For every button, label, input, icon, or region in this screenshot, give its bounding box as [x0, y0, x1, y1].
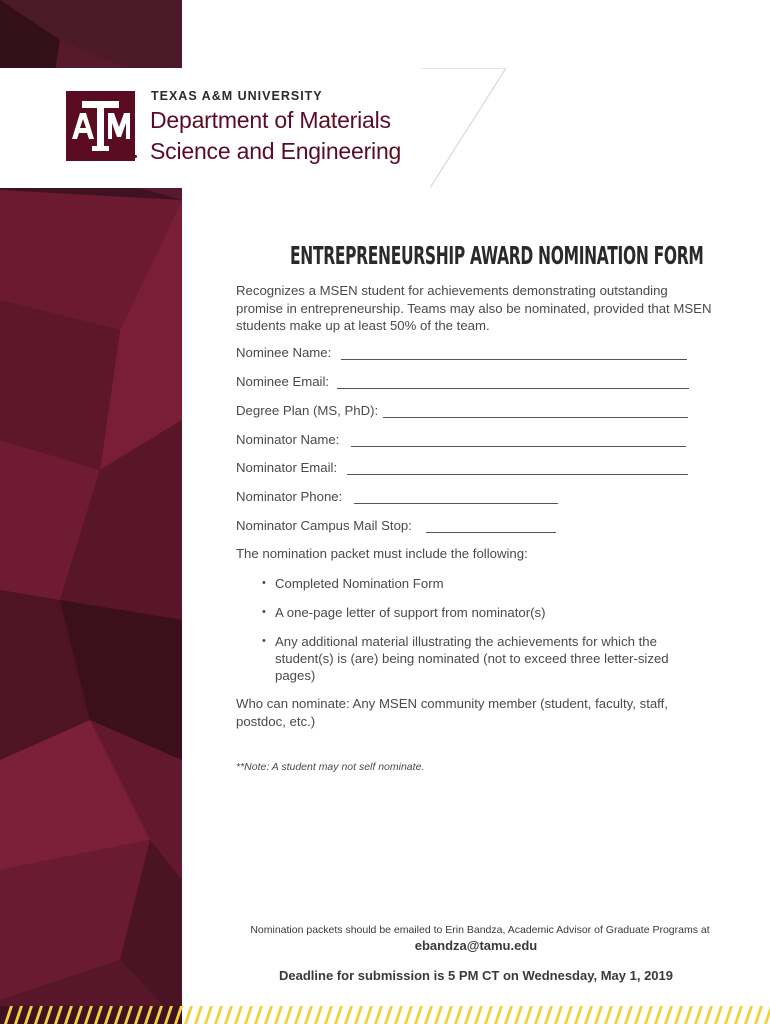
- list-item-text: A one-page letter of support from nominator(s): [275, 605, 546, 620]
- stripe-segment: [244, 1006, 253, 1024]
- stripe-segment: [674, 1006, 683, 1024]
- stripe-segment: [574, 1006, 583, 1024]
- list-item: [262, 575, 702, 592]
- packet-list: [262, 575, 702, 696]
- stripe-segment: [494, 1006, 503, 1024]
- stripe-segment: [194, 1006, 203, 1024]
- field-label-nominator-phone: Nominator Phone:: [236, 489, 343, 504]
- stripe-segment: [504, 1006, 513, 1024]
- stripe-segment: [554, 1006, 563, 1024]
- stripe-segment: [364, 1006, 373, 1024]
- stripe-segment: [714, 1006, 723, 1024]
- stripe-segment: [604, 1006, 613, 1024]
- stripe-segment: [534, 1006, 543, 1024]
- department-name-line2: Science and Engineering: [150, 138, 402, 164]
- stripe-segment: [724, 1006, 733, 1024]
- stripe-segment: [764, 1006, 770, 1024]
- field-label-degree-plan: Degree Plan (MS, PhD):: [236, 403, 379, 418]
- atm-logo-icon: [66, 91, 135, 161]
- packet-intro: The nomination packet must include the following:: [236, 546, 528, 561]
- stripe-segment: [664, 1006, 673, 1024]
- bullet-icon: •: [262, 606, 266, 618]
- stripe-segment: [284, 1006, 293, 1024]
- stripe-segment: [404, 1006, 413, 1024]
- logo-registered-dot: [134, 155, 137, 158]
- field-label-nominator-name: Nominator Name:: [236, 432, 340, 447]
- stripe-segment: [334, 1006, 343, 1024]
- stripe-segment: [634, 1006, 643, 1024]
- stripe-segment: [514, 1006, 523, 1024]
- self-nomination-note: **Note: A student may not self nominate.: [236, 761, 425, 773]
- stripe-segment: [694, 1006, 703, 1024]
- stripe-segment: [754, 1006, 763, 1024]
- field-label-nominator-email: Nominator Email:: [236, 460, 338, 475]
- field-label-nominator-mail-stop: Nominator Campus Mail Stop:: [236, 518, 412, 533]
- stripe-segment: [184, 1006, 193, 1024]
- contact-email-link[interactable]: ebandza@tamu.edu: [414, 938, 538, 953]
- stripe-segment: [374, 1006, 383, 1024]
- field-line-nominee-name[interactable]: [341, 359, 687, 360]
- stripe-segment: [544, 1006, 553, 1024]
- field-line-nominee-email[interactable]: [337, 388, 689, 389]
- deadline-text: Deadline for submission is 5 PM CT on Wednesday, May 1, 2019: [279, 968, 673, 983]
- field-label-nominee-email: Nominee Email:: [236, 374, 330, 389]
- stripe-segment: [264, 1006, 273, 1024]
- stripe-segment: [594, 1006, 603, 1024]
- stripe-segment: [704, 1006, 713, 1024]
- stripe-segment: [624, 1006, 633, 1024]
- stripe-segment: [324, 1006, 333, 1024]
- field-line-degree-plan[interactable]: [383, 417, 688, 418]
- stripe-segment: [314, 1006, 323, 1024]
- form-intro: Recognizes a MSEN student for achievements demonstrating outstanding promise in entrepreneurship. Teams may also be nominated, provided that MSEN students make up at least 50% of the team.: [236, 283, 712, 333]
- stripe-segment: [294, 1006, 303, 1024]
- stripe-segment: [354, 1006, 363, 1024]
- stripe-segment: [424, 1006, 433, 1024]
- stripe-segment: [584, 1006, 593, 1024]
- stripe-segment: [234, 1006, 243, 1024]
- field-line-nominator-phone[interactable]: [354, 503, 558, 504]
- department-name-line1: Department of Materials: [150, 107, 391, 133]
- stripe-segment: [204, 1006, 213, 1024]
- form-title: ENTREPRENEURSHIP AWARD NOMINATION FORM: [290, 241, 704, 270]
- field-line-nominator-name[interactable]: [351, 446, 686, 447]
- stripe-segment: [474, 1006, 483, 1024]
- stripe-segment: [224, 1006, 233, 1024]
- list-item-text: Completed Nomination Form: [275, 576, 444, 591]
- stripe-segment: [274, 1006, 283, 1024]
- stripe-segment: [614, 1006, 623, 1024]
- stripe-segment: [384, 1006, 393, 1024]
- stripe-segment: [524, 1006, 533, 1024]
- bullet-icon: •: [262, 635, 266, 647]
- stripe-segment: [414, 1006, 423, 1024]
- stripe-segment: [564, 1006, 573, 1024]
- stripe-segment: [454, 1006, 463, 1024]
- bullet-icon: •: [262, 577, 266, 589]
- stripe-segment: [464, 1006, 473, 1024]
- bottom-hazard-stripe: [0, 1006, 770, 1024]
- field-label-nominee-name: Nominee Name:: [236, 345, 332, 360]
- email-instructions: Nomination packets should be emailed to Erin Bandza, Academic Advisor of Graduate Programs at: [250, 924, 710, 936]
- stripe-segment: [734, 1006, 743, 1024]
- stripe-segment: [434, 1006, 443, 1024]
- list-item: [262, 604, 702, 621]
- list-item-text: Any additional material illustrating the achievements for which the student(s) is (are) being nominated (not to exceed three letter-sized pages): [275, 634, 669, 683]
- stripe-segment: [344, 1006, 353, 1024]
- stripe-segment: [744, 1006, 753, 1024]
- stripe-segment: [394, 1006, 403, 1024]
- field-line-nominator-email[interactable]: [347, 474, 688, 475]
- who-can-nominate: Who can nominate: Any MSEN community member (student, faculty, staff, postdoc, etc.): [236, 696, 668, 729]
- field-line-nominator-mail-stop[interactable]: [426, 532, 556, 533]
- stripe-segment: [684, 1006, 693, 1024]
- stripe-segment: [484, 1006, 493, 1024]
- stripe-segment: [214, 1006, 223, 1024]
- list-item: [262, 633, 702, 684]
- stripe-segment: [644, 1006, 653, 1024]
- stripe-segment: [444, 1006, 453, 1024]
- stripe-segment: [654, 1006, 663, 1024]
- tamu-logo: [66, 91, 135, 161]
- university-name: TEXAS A&M UNIVERSITY: [151, 89, 323, 103]
- stripe-segment: [254, 1006, 263, 1024]
- stripe-segment: [304, 1006, 313, 1024]
